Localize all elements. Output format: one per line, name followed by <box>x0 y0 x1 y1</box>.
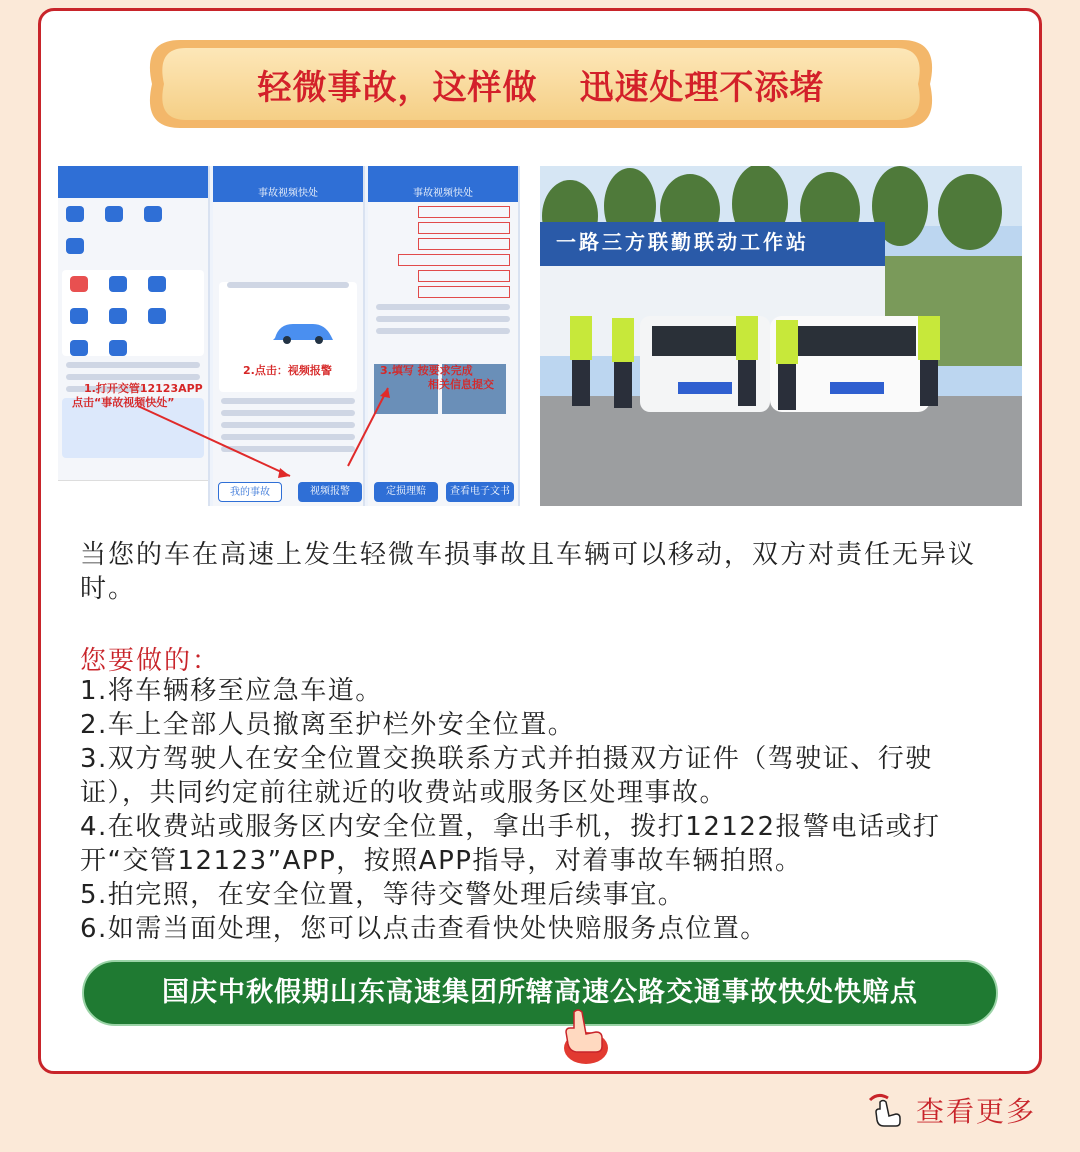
list-item: 2.车上全部人员撤离至护栏外安全位置。 <box>80 710 576 740</box>
todo-title: 您要做的： <box>80 646 221 676</box>
list-item: 6.如需当面处理，您可以点击查看快处快赔服务点位置。 <box>80 914 768 944</box>
quick-claim-points-button[interactable]: 国庆中秋假期山东高速集团所辖高速公路交通事故快处快赔点 <box>82 960 998 1026</box>
view-more-label: 查看更多 <box>916 1095 1037 1128</box>
list-item: 1.将车辆移至应急车道。 <box>80 676 383 706</box>
arrow-icons <box>58 166 520 506</box>
screen3-header: 事故视频快处 <box>368 184 518 202</box>
step2-label: 2.点击：视频报警 <box>243 364 332 377</box>
screen2-header: 事故视频快处 <box>213 184 363 202</box>
app-screenshots <box>58 166 520 506</box>
view-docs-button[interactable]: 查看电子文书 <box>446 482 514 502</box>
damage-claim-button[interactable]: 定损理赔 <box>374 482 438 502</box>
pointing-hand-icon <box>556 1008 612 1066</box>
video-report-button[interactable]: 视频报警 <box>298 482 362 502</box>
police-station-photo <box>540 166 1022 506</box>
my-accident-button[interactable]: 我的事故 <box>218 482 282 502</box>
list-item: 4.在收费站或服务区内安全位置，拿出手机，拨打12122报警电话或打开“交管12123”APP，按照APP指导，对着事故车辆拍照。 <box>80 812 941 876</box>
banner-title-part2: 迅速处理不添堵 <box>579 67 825 108</box>
step3-label: 3.填写 按要求完成 <box>380 364 473 377</box>
step3-label-2: 相关信息提交 <box>428 378 494 391</box>
pointing-hand-icon <box>864 1090 908 1130</box>
station-sign-text: 一路三方联勤联动工作站 <box>556 230 809 254</box>
banner-title-part1: 轻微事故，这样做 <box>257 67 538 108</box>
title-banner <box>140 32 942 136</box>
step1-label-2: 点击“事故视频快处” <box>72 396 175 409</box>
intro-text: 当您的车在高速上发生轻微车损事故且车辆可以移动，双方对责任无异议时。 <box>80 540 977 604</box>
step1-label: 1.打开交管12123APP <box>84 382 203 395</box>
steps-list <box>80 674 990 946</box>
list-item: 5.拍完照，在安全位置，等待交警处理后续事宜。 <box>80 880 686 910</box>
station-photo-icon <box>540 166 1022 506</box>
list-item: 3.双方驾驶人在安全位置交换联系方式并拍摄双方证件（驾驶证、行驶证），共同约定前往就近的收费站或服务区处理事故。 <box>80 744 933 808</box>
view-more-link[interactable] <box>864 1090 1036 1130</box>
